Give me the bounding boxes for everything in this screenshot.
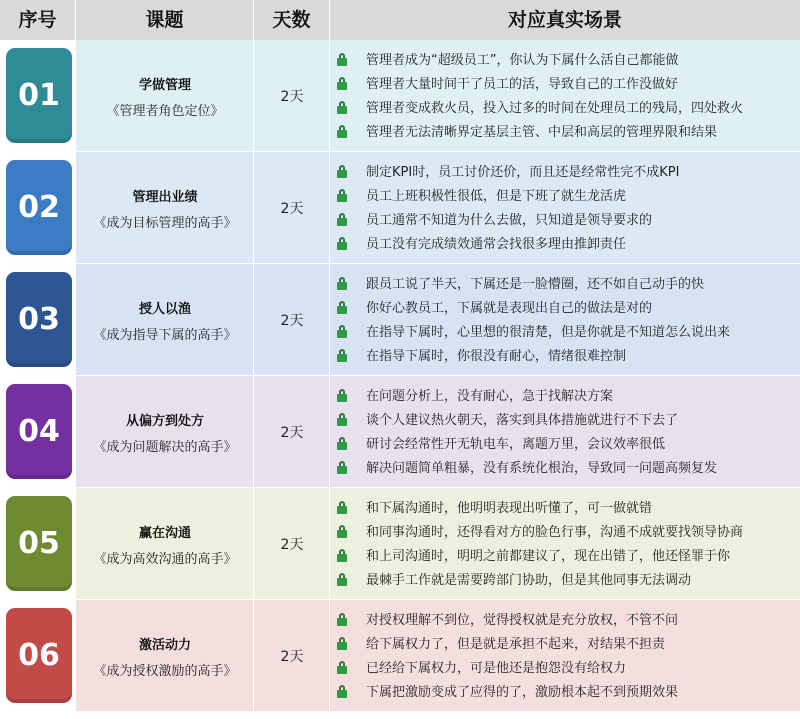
cell-scenarios [330, 376, 800, 487]
scenario-item [330, 73, 800, 97]
cell-days [254, 264, 330, 375]
scenario-text: 最棘手工作就是需要跨部门协助，但是其他同事无法调动 [366, 573, 692, 588]
number-badge: 03 [6, 272, 72, 367]
number-badge: 05 [6, 496, 72, 591]
scenario-text: 管理者无法清晰界定基层主管、中层和高层的管理界限和结果 [366, 125, 718, 140]
cell-scenarios [330, 40, 800, 151]
number-badge: 04 [6, 384, 72, 479]
scenario-item [330, 433, 800, 457]
table-row [0, 488, 800, 600]
topic-subtitle: 《管理者角色定位》 [106, 104, 224, 119]
lock-icon [337, 165, 347, 179]
cell-topic [76, 600, 254, 711]
scenario-text: 对授权理解不到位，觉得授权就是充分放权，不管不问 [366, 613, 679, 628]
scenario-item [330, 609, 800, 633]
cell-days [254, 600, 330, 711]
scenario-item [330, 97, 800, 121]
topic-title: 管理出业绩 [132, 190, 198, 205]
lock-icon [337, 549, 347, 563]
topic-title: 学做管理 [138, 78, 191, 93]
lock-icon [337, 685, 347, 699]
cell-days [254, 152, 330, 263]
scenario-text: 你好心教员工，下属就是表现出自己的做法是对的 [366, 301, 653, 316]
scenario-list [330, 49, 800, 145]
cell-days [254, 488, 330, 599]
topic-title: 赢在沟通 [138, 526, 191, 541]
table-header [0, 0, 800, 40]
lock-icon [337, 501, 347, 515]
scenario-item [330, 409, 800, 433]
cell-scenarios [330, 264, 800, 375]
lock-icon [337, 613, 347, 627]
lock-icon [337, 53, 347, 67]
lock-icon [337, 277, 347, 291]
scenario-text: 下属把激励变成了应得的了，激励根本起不到预期效果 [366, 685, 679, 700]
cell-topic [76, 376, 254, 487]
cell-scenarios [330, 152, 800, 263]
days-value: 2天 [280, 313, 304, 329]
topic-subtitle: 《成为授权激励的高手》 [93, 664, 237, 679]
table-row [0, 376, 800, 488]
number-badge: 02 [6, 160, 72, 255]
scenario-text: 解决问题简单粗暴，没有系统化根治，导致同一问题高频复发 [366, 461, 718, 476]
cell-scenarios [330, 600, 800, 711]
scenario-text: 管理者成为“超级员工”，你认为下属什么活自己都能做 [366, 53, 679, 68]
scenario-text: 跟员工说了半天，下属还是一脸懵圈，还不如自己动手的快 [366, 277, 705, 292]
scenario-list [330, 497, 800, 593]
lock-icon [337, 661, 347, 675]
days-value: 2天 [280, 89, 304, 105]
lock-icon [337, 213, 347, 227]
scenario-text: 和同事沟通时，还得看对方的脸色行事，沟通不成就要找领导协商 [366, 525, 744, 540]
scenario-item [330, 545, 800, 569]
days-value: 2天 [280, 201, 304, 217]
number-badge: 06 [6, 608, 72, 703]
days-value: 2天 [280, 425, 304, 441]
cell-days [254, 376, 330, 487]
cell-topic [76, 488, 254, 599]
scenario-item [330, 345, 800, 369]
scenario-text: 在指导下属时，心里想的很清楚，但是你就是不知道怎么说出来 [366, 325, 731, 340]
number-badge: 01 [6, 48, 72, 143]
scenario-item [330, 233, 800, 257]
lock-icon [337, 301, 347, 315]
scenario-text: 和下属沟通时，他明明表现出听懂了，可一做就错 [366, 501, 653, 516]
lock-icon [337, 525, 347, 539]
lock-icon [337, 461, 347, 475]
cell-days [254, 40, 330, 151]
scenario-item [330, 209, 800, 233]
table-row [0, 600, 800, 712]
header-scene: 对应真实场景 [507, 9, 622, 31]
scenario-text: 制定KPI时，员工讨价还价，而且还是经常性完不成KPI [366, 165, 680, 180]
lock-icon [337, 325, 347, 339]
lock-icon [337, 101, 347, 115]
cell-topic [76, 152, 254, 263]
topic-subtitle: 《成为指导下属的高手》 [93, 328, 237, 343]
scenario-text: 在指导下属时，你很没有耐心，情绪很难控制 [366, 349, 627, 364]
lock-icon [337, 77, 347, 91]
scenario-text: 已经给下属权力，可是他还是抱怨没有给权力 [366, 661, 627, 676]
lock-icon [337, 413, 347, 427]
scenario-item [330, 681, 800, 705]
topic-title: 授人以渔 [138, 302, 191, 317]
topic-subtitle: 《成为目标管理的高手》 [93, 216, 237, 231]
topic-title: 从偏方到处方 [125, 414, 204, 429]
lock-icon [337, 437, 347, 451]
lock-icon [337, 349, 347, 363]
scenario-item [330, 297, 800, 321]
scenario-list [330, 385, 800, 481]
scenario-text: 管理者大量时间干了员工的活，导致自己的工作没做好 [366, 77, 679, 92]
lock-icon [337, 125, 347, 139]
scenario-item [330, 657, 800, 681]
topic-subtitle: 《成为高效沟通的高手》 [93, 552, 237, 567]
header-no: 序号 [0, 0, 76, 40]
cell-topic [76, 40, 254, 151]
cell-no [0, 600, 76, 711]
scenario-text: 谈个人建议热火朝天，落实到具体措施就进行不下去了 [366, 413, 679, 428]
lock-icon [337, 237, 347, 251]
topic-title: 激活动力 [138, 638, 191, 653]
scenario-text: 在问题分析上，没有耐心，急于找解决方案 [366, 389, 614, 404]
scenario-item [330, 121, 800, 145]
scenario-text: 员工通常不知道为什么去做，只知道是领导要求的 [366, 213, 653, 228]
header-topic: 课题 [76, 0, 254, 40]
topic-subtitle: 《成为问题解决的高手》 [93, 440, 237, 455]
scenario-list [330, 161, 800, 257]
scenario-item [330, 569, 800, 593]
scenario-text: 管理者变成救火员，投入过多的时间在处理员工的残局，四处救火 [366, 101, 744, 116]
scenario-list [330, 609, 800, 705]
scenario-text: 研讨会经常性开无轨电车，离题万里，会议效率很低 [366, 437, 666, 452]
days-value: 2天 [280, 649, 304, 665]
lock-icon [337, 573, 347, 587]
scenario-item [330, 321, 800, 345]
scenario-item [330, 273, 800, 297]
scenario-item [330, 49, 800, 73]
lock-icon [337, 637, 347, 651]
lock-icon [337, 189, 347, 203]
cell-no [0, 264, 76, 375]
scenario-item [330, 521, 800, 545]
scenario-text: 和上司沟通时，明明之前都建议了，现在出错了，他还怪罪于你 [366, 549, 731, 564]
scenario-item [330, 497, 800, 521]
scenario-list [330, 273, 800, 369]
cell-no [0, 376, 76, 487]
scenario-text: 员工上班积极性很低，但是下班了就生龙活虎 [366, 189, 627, 204]
scenario-text: 员工没有完成绩效通常会找很多理由推卸责任 [366, 237, 627, 252]
lock-icon [337, 389, 347, 403]
cell-no [0, 152, 76, 263]
table-row [0, 152, 800, 264]
scenario-item [330, 385, 800, 409]
scenario-item [330, 633, 800, 657]
cell-no [0, 40, 76, 151]
scenario-text: 给下属权力了，但是就是承担不起来，对结果不担责 [366, 637, 666, 652]
scenario-item [330, 161, 800, 185]
cell-no [0, 488, 76, 599]
table-row [0, 40, 800, 152]
cell-scenarios [330, 488, 800, 599]
header-days: 天数 [254, 0, 330, 40]
cell-topic [76, 264, 254, 375]
scenario-item [330, 185, 800, 209]
scenario-item [330, 457, 800, 481]
table-row [0, 264, 800, 376]
days-value: 2天 [280, 537, 304, 553]
